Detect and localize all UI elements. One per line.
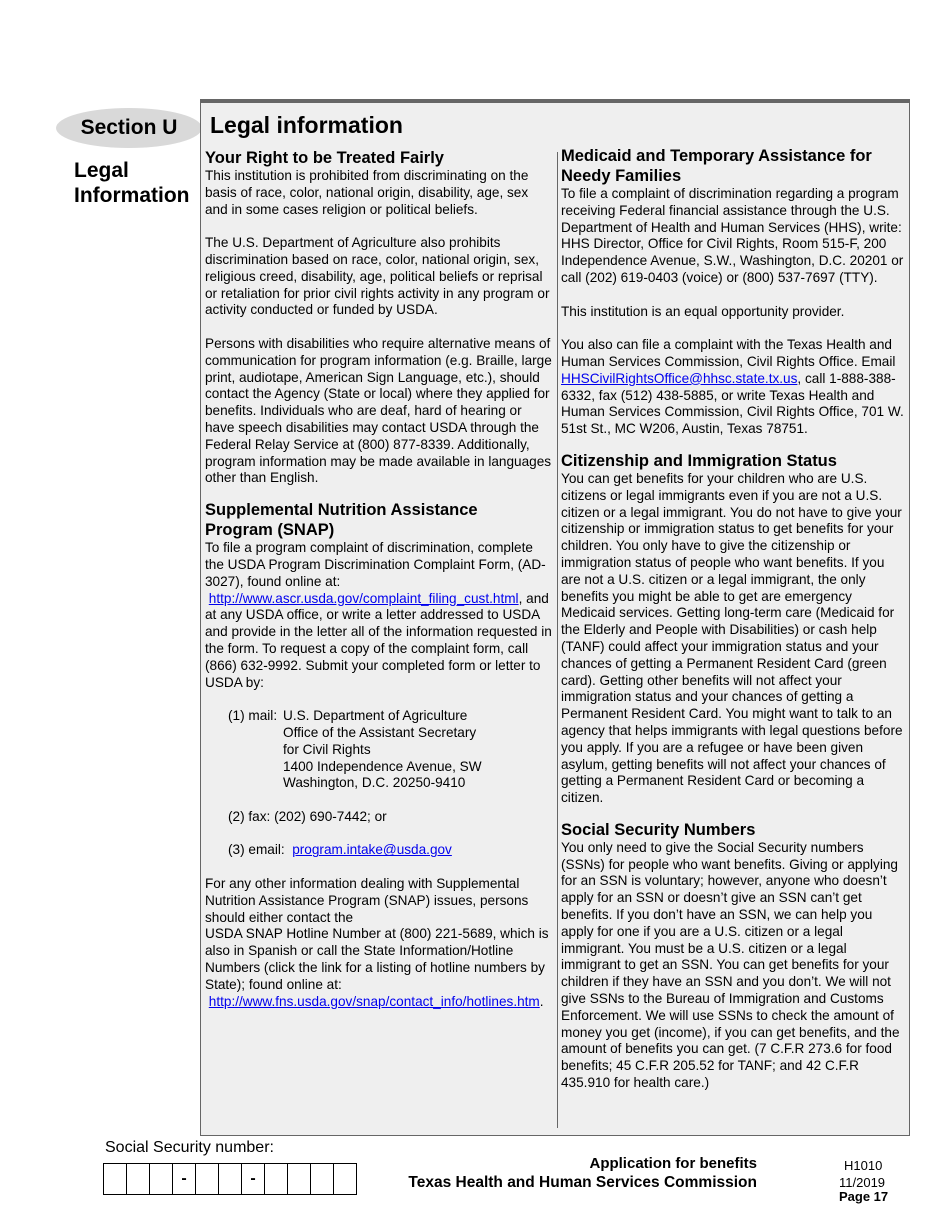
ssn-digit-box[interactable] xyxy=(310,1163,334,1195)
ssn-digit-box[interactable] xyxy=(103,1163,127,1195)
snap-paragraph-1-text: To file a program complaint of discrimination, complete the USDA Program Discrimination Complaint Form, (AD-3027), found online at: xyxy=(205,540,546,589)
fair-treatment-paragraph-2: The U.S. Department of Agriculture also prohibits discrimination based on race, color, national origin, sex, religious creed, disability, age, political beliefs or reprisal or retaliation for prior civil rights activity in any program or activity conducted or funded by USDA. xyxy=(205,235,550,318)
form-id: H1010 xyxy=(844,1158,883,1173)
left-column: Your Right to be Treated Fairly This institution is prohibited from discriminating on the basis of race, color, national origin, disability, age, sex and in some cases religion or political beliefs. The U.S. Department of Agriculture also prohibits discrimination based on race, color, national origin, sex, religious creed, disability, age, political beliefs or reprisal or retaliation for prior civil rights activity in any program or activity conducted or funded by USDA. Persons with disabilities who require alternative means of communication for program information (e.g. Braille, large print, audiotape, American Sign Language, etc.), should contact the Agency (State or local) where they applied for benefits. Individuals who are deaf, hard of hearing or have speech disabilities may contact USDA through the Federal Relay Service at (800) 877-8339. Additionally, program information may be made available in languages other than English. Supplemental Nutrition Assistance Program (SNAP) To file a program complaint of discrimination, complete the USDA Program Discrimination Complaint Form, (AD-3027), found online at: http://www.ascr.usda.gov/complaint_filing_cust.html, and at any USDA office, or write a letter addressed to USDA and provide in the letter all of the information requested in the form. To request a copy of the complaint form, call (866) 632-9992. Submit your completed form or letter to USDA by: (1) mail: U.S. Department of Agriculture Office of the Assistant Secretary for Civil Rights 1400 Independence Avenue, SW Washington, D.C. 20250-9410 (2) fax: (202) 690-7442; or (3) email: program.intake@usda.gov For any other information dealing with Supplemental Nutrition Assistance Program (SNAP) issues, persons should either contact the USDA SNAP Hotline Number at (800) 221-5689, which is also in Spanish or call the State Information/Hotline Numbers (click the link for a listing of hotline numbers by State); found online at: http://www.fns.usda.gov/snap/contact_info/hotlines.htm. xyxy=(205,149,552,1009)
medicaid-paragraph-3-after: , call 1-888-388-6332, fax (512) 438-5885, or write Texas Health and Human Services Commission, Civil Rights Office, 701 W. 51st St., MC W206, Austin, Texas 78751. xyxy=(561,370,904,437)
usda-email-link[interactable]: program.intake@usda.gov xyxy=(292,842,452,858)
fair-treatment-heading: Your Right to be Treated Fairly xyxy=(205,149,444,167)
page-number: Page 17 xyxy=(839,1189,889,1204)
ssn-label: Social Security number: xyxy=(105,1139,274,1156)
side-heading-line1: Legal xyxy=(74,159,129,182)
snap-hotlines-link[interactable]: http://www.fns.usda.gov/snap/contact_info/hotlines.htm xyxy=(208,993,540,1009)
ssn-digit-box[interactable] xyxy=(264,1163,288,1195)
mail-line: U.S. Department of Agriculture xyxy=(283,708,468,724)
mail-line: Washington, D.C. 20250-9410 xyxy=(283,775,466,791)
mail-line: 1400 Independence Avenue, SW xyxy=(283,758,482,774)
ssn-digit-box[interactable] xyxy=(149,1163,173,1195)
snap-heading xyxy=(205,500,553,540)
mail-address-block xyxy=(205,708,553,792)
mail-label: (1) mail: xyxy=(228,708,278,724)
snap-heading-line2: Program (SNAP) xyxy=(205,521,335,540)
snap-heading-line1: Supplemental Nutrition Assistance xyxy=(205,501,478,520)
snap-paragraph-1: To file a program complaint of discrimination, complete the USDA Program Discrimination Complaint Form, (AD-3027), found online at: http://www.ascr.usda.gov/complaint_filing_cust.html, and at any USDA office, or write a letter addressed to USDA and provide in the letter all of the information requested in the form. To request a copy of the complaint form, call (866) 632-9992. Submit your completed form or letter to USDA by: xyxy=(205,540,552,690)
citizenship-heading: Citizenship and Immigration Status xyxy=(561,451,837,470)
ssn-digit-box[interactable] xyxy=(333,1163,357,1195)
footer-application-title: Application for benefits xyxy=(589,1155,757,1172)
ssn-input-boxes xyxy=(104,1163,357,1195)
mail-line: for Civil Rights xyxy=(283,741,371,757)
fair-treatment-paragraph-1: This institution is prohibited from discriminating on the basis of race, color, national origin, disability, age, sex and in some cases religion or political beliefs. xyxy=(205,168,529,217)
medicaid-heading xyxy=(561,146,907,186)
ascr-complaint-link[interactable]: http://www.ascr.usda.gov/complaint_filing_cust.html xyxy=(208,590,519,606)
medicaid-heading-line2: Needy Families xyxy=(561,167,682,185)
ssn-separator: - xyxy=(172,1163,196,1195)
page-title: Legal information xyxy=(210,112,403,138)
footer-agency-name: Texas Health and Human Services Commission xyxy=(408,1174,757,1191)
fair-treatment-paragraph-3: Persons with disabilities who require alternative means of communication for program information (e.g. Braille, large print, audiotape, American Sign Language, etc.), should contact the Agency (State or local) where they applied for benefits. Individuals who are deaf, hard of hearing or have speech disabilities may contact USDA through the Federal Relay Service at (800) 877-8339. Additionally, program information may be made available in languages other than English. xyxy=(205,335,552,486)
side-heading xyxy=(74,158,199,208)
column-divider xyxy=(557,152,558,1128)
email-label: (3) email: xyxy=(228,842,285,858)
mail-line: Office of the Assistant Secretary xyxy=(283,724,477,740)
snap-paragraph-2: For any other information dealing with Supplemental Nutrition Assistance Program (SNAP) issues, persons should either contact the xyxy=(205,876,529,925)
fax-line: (2) fax: (202) 690-7442; or xyxy=(228,808,387,824)
medicaid-paragraph-2: This institution is an equal opportunity provider. xyxy=(561,303,845,319)
hhsc-civil-rights-email-link[interactable]: HHSCivilRightsOffice@hhsc.state.tx.us xyxy=(561,370,798,386)
snap-paragraph-1-after: and at any USDA office, or write a letter addressed to USDA and provide in the letter all of the information requested in the form. To request a copy of the complaint form, call (866) 632-9992. Submit your completed form or letter to USDA by: xyxy=(205,590,552,690)
ssn-separator: - xyxy=(241,1163,265,1195)
section-badge: Section U xyxy=(56,108,202,148)
medicaid-paragraph-1: To file a complaint of discrimination regarding a program receiving Federal financial assistance through the U.S. Department of Health and Human Services (HHS), write: HHS Director, Office for Civil Rights, Room 515-F, 200 Independence Avenue, S.W., Washington, D.C. 20201 or call (202) 619-0403 (voice) or (800) 537-7697 (TTY). xyxy=(561,186,904,285)
form-date: 11/2019 xyxy=(839,1175,886,1190)
right-column xyxy=(561,146,907,1092)
medicaid-heading-line1: Medicaid and Temporary Assistance for xyxy=(561,147,872,165)
citizenship-paragraph: You can get benefits for your children who are U.S. citizens or legal immigrants even if you are not a U.S. citizen or a legal immigrant. You do not have to give your citizenship or immigration status to get benefits for your children. You only have to give the citizenship or immigration status of people who want benefits. If you are not a U.S. citizen or a legal immigrant, the only benefits you might be able to get are emergency Medicaid services. Getting long-term care (Medicaid for the Elderly and People with Disabilities) or cash help (TANF) could affect your immigration status and your chances of getting a Permanent Resident Card (green card). Getting other benefits will not affect your immigration status and your chances of getting a Permanent Resident Card. You might want to talk to an agency that helps immigrants with legal questions before you apply. If you are a refugee or have been given asylum, getting benefits will not affect your chances of getting a Permanent Resident Card or becoming a citizen. xyxy=(561,470,903,806)
ssn-paragraph: You only need to give the Social Security numbers (SSNs) for people who want benefits. Giving or applying for an SSN is voluntary; however, anyone who doesn’t apply for an SSN or doesn’t give an SSN can’t get benefits. If you don’t have an SSN, we can help you apply for one if you are a U.S. citizen or a legal immigrant. You must be a U.S. citizen or a legal immigrant to get an SSN. You can get benefits for your children if they have an SSN and you don’t. We will not give SSNs to the Bureau of Immigration and Customs Enforcement. We will use SSNs to check the amount of money you get (income), if you can get benefits, and the amount of benefits you can get. (7 C.F.R 273.6 for food benefits; 45 C.F.R 205.52 for TANF; and 42 C.F.R 435.910 for health care.) xyxy=(561,839,900,1091)
medicaid-paragraph-3 xyxy=(561,337,907,438)
email-line xyxy=(205,842,553,859)
ssn-digit-box[interactable] xyxy=(287,1163,311,1195)
ssn-digit-box[interactable] xyxy=(195,1163,219,1195)
ssn-digit-box[interactable] xyxy=(126,1163,150,1195)
ssn-heading: Social Security Numbers xyxy=(561,820,756,839)
medicaid-paragraph-3-text: You also can file a complaint with the Texas Health and Human Services Commission, Civil Rights Office. Email xyxy=(561,337,896,369)
ssn-digit-box[interactable] xyxy=(218,1163,242,1195)
side-heading-line2: Information xyxy=(74,184,190,207)
snap-paragraph-3: USDA SNAP Hotline Number at (800) 221-5689, which is also in Spanish or call the State Information/Hotline Numbers (click the link for a listing of hotline numbers by State); found online at: xyxy=(205,926,549,992)
